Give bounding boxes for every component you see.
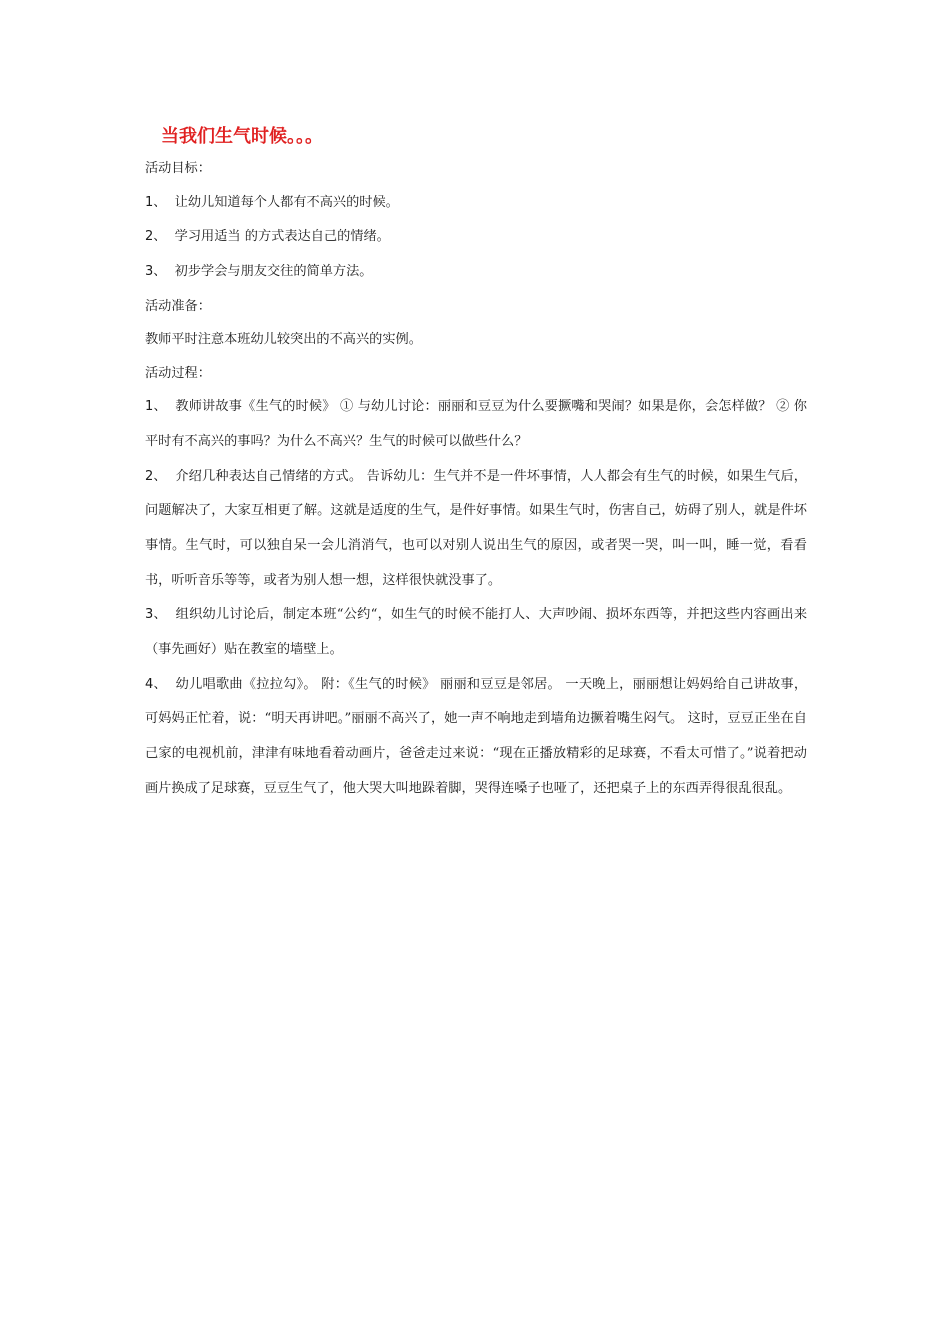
item-number: 3、 (145, 607, 167, 623)
goal-item-2 (145, 220, 807, 255)
section-heading-goals: 活动目标： (145, 161, 211, 176)
document-content (145, 122, 807, 807)
item-text: 教师讲故事《生气的时候》 ① 与幼儿讨论：丽丽和豆豆为什么要撅嘴和哭闹？如果是你，会怎样做？ ② 你平时有不高兴的事吗？为什么不高兴？生气的时候可以做些什么？ (145, 399, 807, 449)
item-text: 初步学会与朋友交往的简单方法。 (174, 263, 373, 279)
process-item-4 (145, 668, 807, 807)
item-text: 介绍几种表达自己情绪的方式。 告诉幼儿：生气并不是一件坏事情，人人都会有生气的时候，如果生气后，问题解决了，大家互相更了解。这就是适度的生气，是件好事情。如果生气时，伤害自己，妨碍了别人，就是件坏事情。生气时，可以独自呆一会儿消消气，也可以对别人说出生气的原因，或者哭一哭，叫一叫，睡一觉，看看书，听听音乐等等，或者为别人想一想，这样很快就没事了。 (145, 468, 807, 588)
process-item-3 (145, 598, 807, 667)
section-heading-preparation: 活动准备： (145, 298, 211, 314)
item-number: 1、 (145, 194, 167, 210)
item-text: 让幼儿知道每个人都有不高兴的时候。 (174, 194, 399, 210)
item-number: 2、 (145, 468, 167, 484)
item-number: 3、 (145, 263, 167, 279)
preparation-text: 教师平时注意本班幼儿较突出的不高兴的实例。 (145, 332, 422, 348)
process-item-1 (145, 390, 807, 459)
item-number: 4、 (145, 676, 167, 692)
process-item-2 (145, 460, 807, 599)
goal-item-3 (145, 255, 807, 290)
item-text: 学习用适当 的方式表达自己的情绪。 (174, 229, 390, 245)
item-text: 幼儿唱歌曲《拉拉勾》。 附：《生气的时候》 丽丽和豆豆是邻居。 一天晚上，丽丽想让妈妈给自己讲故事，可妈妈正忙着，说：“明天再讲吧。”丽丽不高兴了，她一声不响地走到墙角边撅着嘴生闷气。 这时，豆豆正坐在自己家的电视机前，津津有味地看着动画片，爸爸走过来说：“现在正播放精彩的足球赛，不看太可惜了。”说着把动画片换成了足球赛，豆豆生气了，他大哭大叫地跺着脚，哭得连嗓子也哑了，还把桌子上的东西弄得很乱很乱。 (145, 676, 808, 796)
goal-item-1 (145, 186, 807, 221)
item-number: 2、 (145, 229, 167, 245)
document-title: 当我们生气时候。。。 (161, 126, 323, 147)
section-heading-process: 活动过程： (145, 365, 211, 381)
item-number: 1、 (145, 399, 167, 415)
item-text: 组织幼儿讨论后，制定本班“公约“，如生气的时候不能打人、大声吵闹、损坏东西等，并把这些内容画出来（事先画好）贴在教室的墙壁上。 (145, 607, 808, 658)
